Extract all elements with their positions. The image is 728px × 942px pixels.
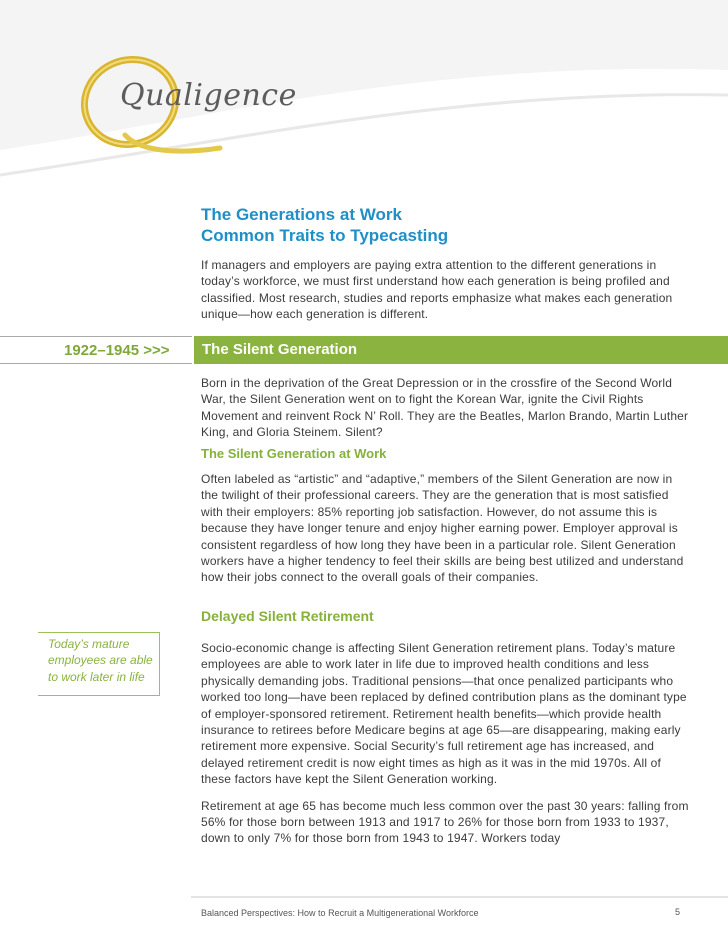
footer-title: Balanced Perspectives: How to Recruit a Multigenerational Workforce: [201, 908, 479, 918]
section-heading: The Silent Generation: [202, 341, 358, 358]
intro-paragraph: If managers and employers are paying extra attention to the different generations in today’s workforce, we must first understand how each generation is being profiled and classified. Most research, studies and reports emphasize what makes each generation unique—how each generation is different.: [201, 258, 673, 322]
retirement-paragraph-1: Socio-economic change is affecting Silent Generation retirement plans. Today’s mature employees are able to work later in life due to improved health conditions and less physically demanding jobs. Traditional pensions—that once penalized participants who worked too long—have been replaced by defined contribution plans as the dominant type of employer-sponsored retirement. Retirement health benefits—which provide health insurance to retirees before Medicare begins at age 65—are disappearing, making early retirement more expensive. Social Security’s full retirement age has increased, and delayed retirement credit is now eight times as high as it was in the mid 1970s. All of these factors have kept the Silent Generation working.: [201, 641, 687, 787]
footer-rule: [191, 896, 728, 898]
work-block: [201, 471, 691, 586]
band-heading-box: [194, 336, 728, 364]
intro-block: [201, 257, 691, 323]
logo-wordmark: Qualigence: [120, 78, 297, 113]
page-title: [201, 204, 701, 246]
section-intro-paragraph: Born in the deprivation of the Great Depression or in the crossfire of the Second World War, the Silent Generation went on to fight the Korean War, ignite the Civil Rights Movement and reinvent Rock N’ Roll. They are the Beatles, Marlon Brando, Martin Luther King, and Gloria Steinem. Silent?: [201, 376, 689, 440]
title-line-1: The Generations at Work: [201, 205, 402, 224]
retirement-block: [201, 640, 691, 847]
generation-dates: 1922–1945 >>>: [64, 342, 170, 359]
work-paragraph: Often labeled as “artistic” and “adaptive,” members of the Silent Generation are now in the twilight of their professional careers. They are the generation that is most satisfied with their employers: 85% reporting job satisfaction. However, do not assume this is because they have longer tenure and enjoy higher earning power. Employer approval is consistent regardless of how long they have been in a particular role. Silent Generation workers have a higher tendency to feel their skills are being best utilized and understand how their jobs connect to the overall goals of their companies.: [201, 472, 684, 585]
band-date-box: [0, 336, 192, 364]
section-band: [0, 336, 728, 364]
page-number: 5: [675, 907, 681, 917]
retirement-paragraph-2: Retirement at age 65 has become much less common over the past 30 years: falling from 56% for those born between 1913 and 1917 to 26% for those born from 1933 to 1937, down to only 7% for those born from 1943 to 1947. Workers today: [201, 798, 689, 846]
title-line-2: Common Traits to Typecasting: [201, 226, 449, 245]
section-intro-block: [201, 375, 691, 441]
pull-quote: Today’s mature employees are able to work later in life: [38, 632, 160, 696]
retirement-heading: Delayed Silent Retirement: [201, 608, 374, 624]
work-heading: The Silent Generation at Work: [201, 446, 387, 461]
